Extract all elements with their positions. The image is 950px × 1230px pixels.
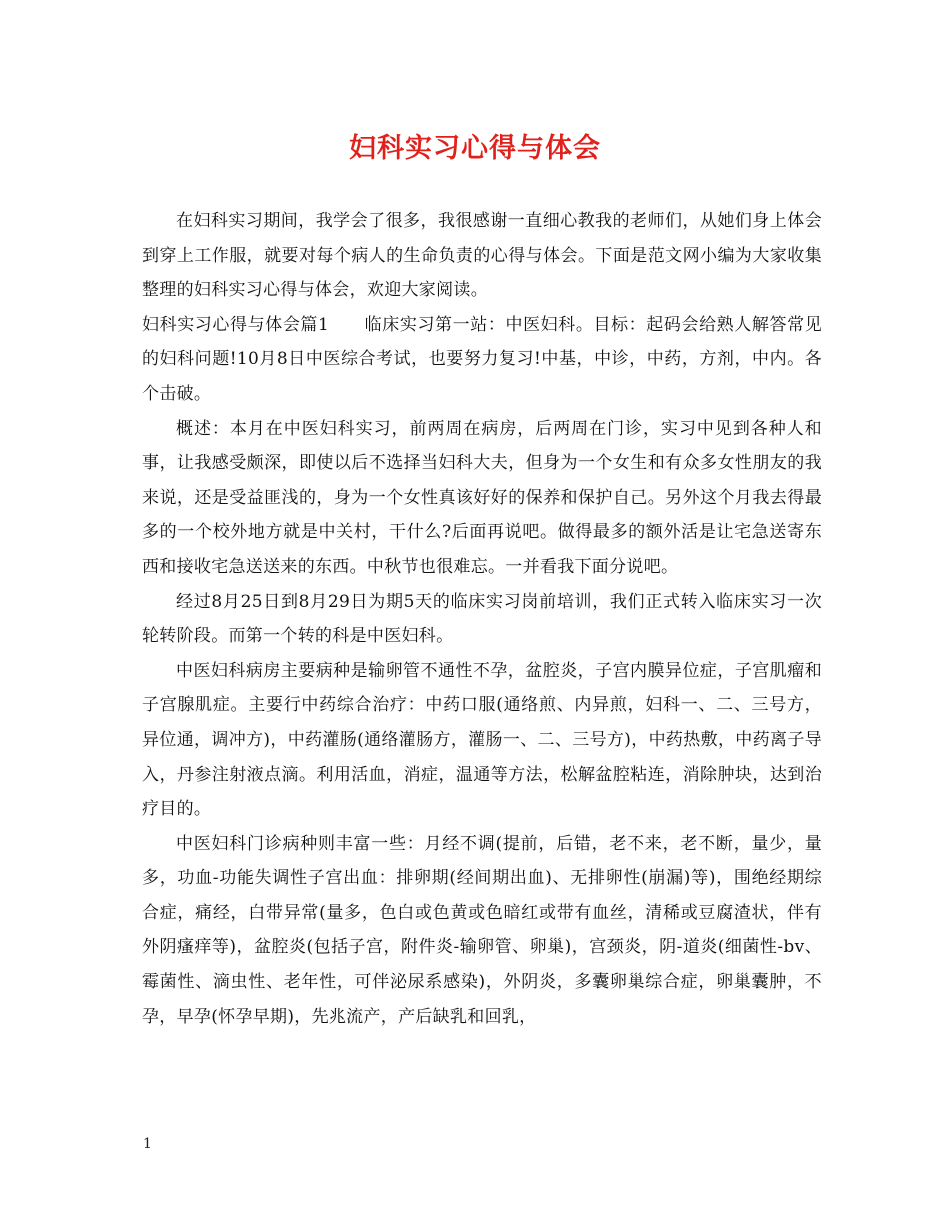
- paragraph-clinic: 中医妇科门诊病种则丰富一些：月经不调(提前，后错，老不来，老不断，量少，量多，功血-功能失调性子宫出血：排卵期(经间期出血)、无排卵性(崩漏)等)，围绝经期综合症，痛经，白带异常(量多，色白或色黄或色暗红或带有血丝，清稀或豆腐渣状，伴有外阴瘙痒等)，盆腔炎(包括子宫，附件炎-输卵管、卵巢)，宫颈炎，阴-道炎(细菌性-bv、霉菌性、滴虫性、老年性，可伴泌尿系感染)，外阴炎，多囊卵巢综合症，卵巢囊肿，不孕，早孕(怀孕早期)，先兆流产，产后缺乳和回乳，: [142, 833, 822, 1027]
- paragraph-training: 经过8月25日到8月29日为期5天的临床实习岗前培训，我们正式转入临床实习一次轮转阶段。而第一个转的科是中医妇科。: [142, 591, 822, 647]
- page-number: 1: [143, 1136, 152, 1152]
- document-body: [142, 204, 822, 1034]
- paragraph-intro: 在妇科实习期间，我学会了很多，我很感谢一直细心教我的老师们，从她们身上体会到穿上工作服，就要对每个病人的生命负责的心得与体会。下面是范文网小编为大家收集整理的妇科实习心得与体会，欢迎大家阅读。: [142, 211, 822, 301]
- paragraph-section-heading: 妇科实习心得与体会篇1 临床实习第一站：中医妇科。目标：起码会给熟人解答常见的妇科问题!10月8日中医综合考试，也要努力复习!中基，中诊，中药，方剂，中内。各个击破。: [142, 314, 822, 404]
- document-title: 妇科实习心得与体会: [349, 133, 601, 164]
- paragraph-ward: 中医妇科病房主要病种是输卵管不通性不孕，盆腔炎，子宫内膜异位症，子宫肌瘤和子宫腺肌症。主要行中药综合治疗：中药口服(通络煎、内异煎，妇科一、二、三号方，异位通，调冲方)，中药灌肠(通络灌肠方，灌肠一、二、三号方)，中药热敷，中药离子导入，丹参注射液点滴。利用活血，消症，温通等方法，松解盆腔粘连，消除肿块，达到治疗目的。: [142, 660, 822, 820]
- paragraph-overview: 概述：本月在中医妇科实习，前两周在病房，后两周在门诊，实习中见到各种人和事，让我感受颇深，即使以后不选择当妇科大夫，但身为一个女生和有众多女性朋友的我来说，还是受益匪浅的，身为一个女性真该好好的保养和保护自己。另外这个月我去得最多的一个校外地方就是中关村，干什么?后面再说吧。做得最多的额外活是让宅急送寄东西和接收宅急送送来的东西。中秋节也很难忘。一并看我下面分说吧。: [142, 418, 822, 577]
